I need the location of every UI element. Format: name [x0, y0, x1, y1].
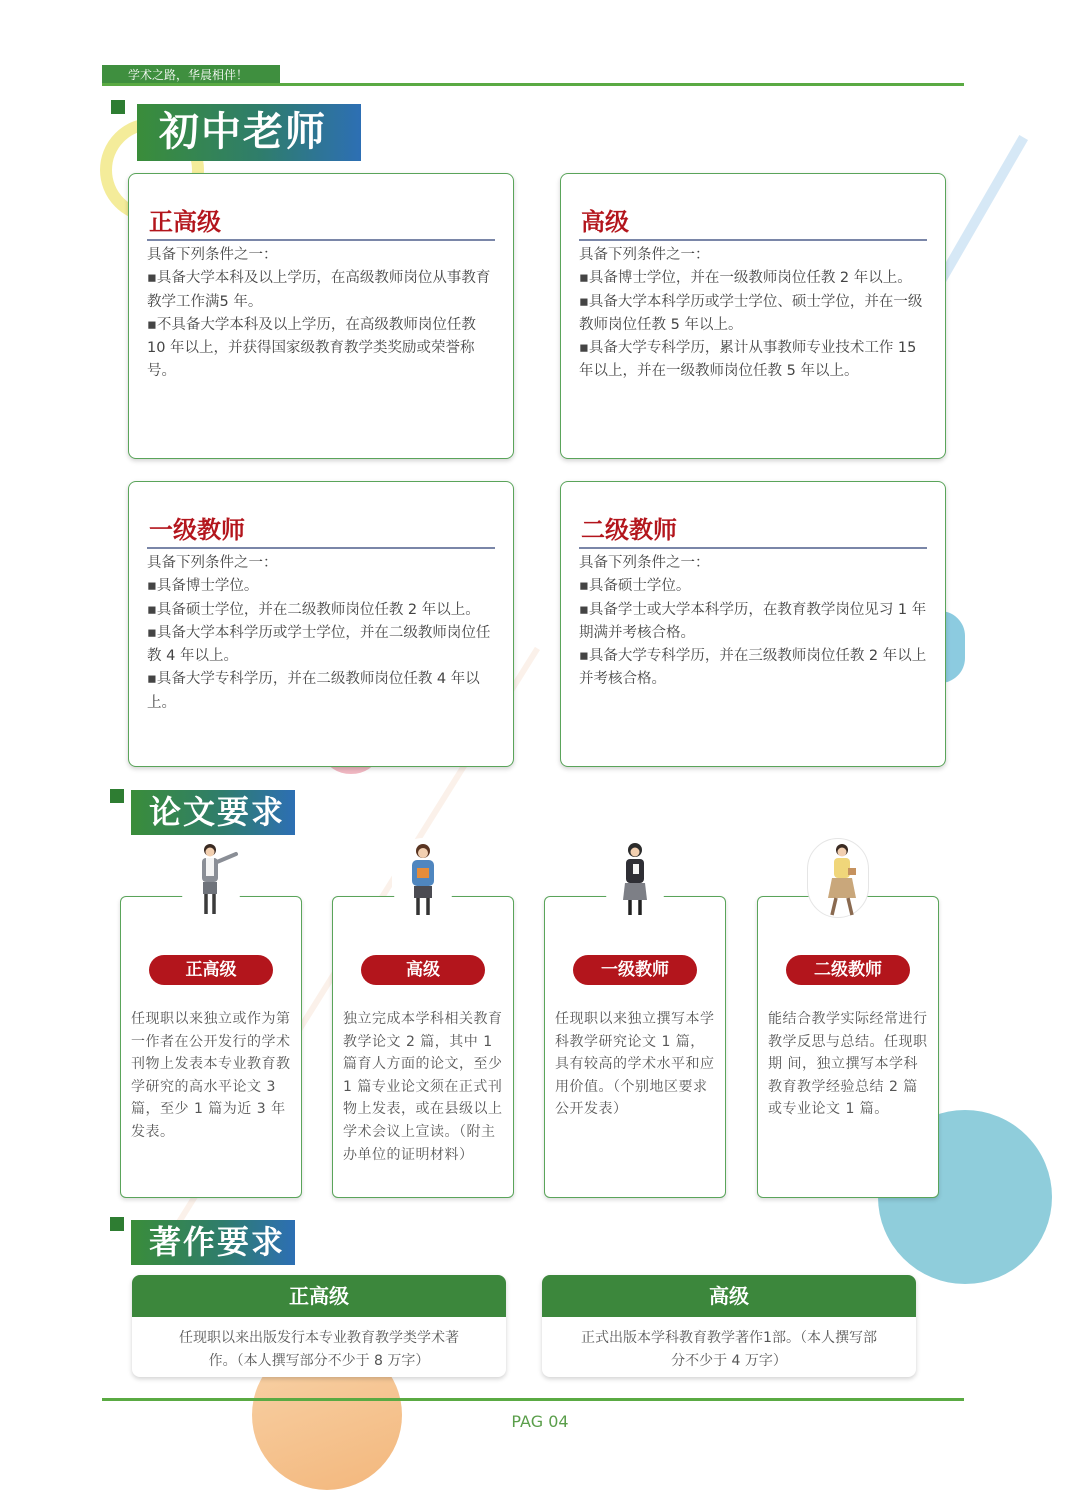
- card-body: [147, 244, 495, 384]
- card-line: ▪具备大学本科及以上学历，在高级教师岗位从事教育教学工作满5 年。: [147, 270, 491, 310]
- teacher-standing-icon: [614, 840, 656, 918]
- footer-divider: [102, 1398, 964, 1401]
- card-line: ▪具备大学本科学历或学士学位，并在二级教师岗位任教 4 年以上。: [147, 624, 491, 665]
- paper-requirement: 能结合教学实际经常进行教学反思与总结。任现职期 间，独立撰写本学科教育教学经验总结 2 篇或专业论文 1 篇。: [768, 1011, 928, 1118]
- header-divider: [102, 83, 964, 86]
- section-title-papers: 论文要求: [131, 790, 295, 835]
- title-rule: [579, 239, 927, 241]
- card-line: ▪具备硕士学位。: [579, 578, 691, 595]
- book-card-title: 正高级: [132, 1275, 506, 1317]
- paper-requirement: 任现职以来独立或作为第一作者在公开发行的学术刊物上发表本专业教育教学研究的高水平论文 3 篇，至少 1 篇为近 3 年发表。: [131, 1011, 291, 1140]
- qualification-card: [128, 481, 514, 767]
- paper-requirement: 独立完成本学科相关教育教学论文 2 篇，其中 1 篇育人方面的论文，至少 1 篇专业论文须在正式刊物上发表，或在县级以上学术会议上宣读。（附主办单位的证明材料）: [343, 1011, 503, 1163]
- teacher-walking-icon: [820, 840, 864, 918]
- card-line: ▪具备学士或大学本科学历，在教育教学岗位见习 1 年期满并考核合格。: [579, 601, 927, 641]
- section-marker: [111, 100, 125, 114]
- qualification-card: [560, 173, 946, 459]
- book-card-title: 高级: [542, 1275, 916, 1317]
- card-line: ▪具备博士学位，并在一级教师岗位任教 2 年以上。: [579, 270, 912, 287]
- card-line: ▪不具备大学本科及以上学历，在高级教师岗位任教 10 年以上，并获得国家级教育教学类奖励或荣誉称号。: [147, 316, 476, 380]
- page-number: PAG 04: [511, 1412, 569, 1431]
- level-badge: 一级教师: [573, 955, 697, 985]
- card-line: 具备下列条件之一：: [579, 247, 710, 263]
- card-line: 具备下列条件之一：: [147, 247, 278, 263]
- paper-requirement: 任现职以来独立撰写本学科教学研究论文 1 篇，具有较高的学术水平和应用价值。（个别地区要求公开发表）: [555, 1011, 715, 1118]
- title-rule: [147, 239, 495, 241]
- paper-card: [544, 896, 726, 1198]
- book-card: [132, 1275, 506, 1377]
- card-line: ▪具备大学专科学历，并在二级教师岗位任教 4 年以上。: [147, 671, 480, 711]
- card-line: 具备下列条件之一：: [579, 555, 710, 571]
- section-marker: [110, 1217, 124, 1231]
- paper-card: [757, 896, 939, 1198]
- book-requirement: 任现职以来出版发行本专业教育教学类学术著作。（本人撰写部分不少于 8 万字）: [179, 1330, 459, 1369]
- title-rule: [579, 547, 927, 549]
- card-title: 正高级: [149, 208, 221, 236]
- qualification-card: [560, 481, 946, 767]
- card-title: 一级教师: [149, 516, 245, 544]
- card-body: [579, 244, 927, 384]
- card-line: ▪具备大学专科学历，累计从事教师专业技术工作 15 年以上，并在一级教师岗位任教 5 年以上。: [579, 340, 917, 380]
- card-body: [147, 552, 495, 715]
- teacher-holding-book-icon: [400, 840, 446, 918]
- card-line: ▪具备大学本科学历或学士学位、硕士学位，并在一级教师岗位任教 5 年以上。: [579, 293, 923, 333]
- book-card: [542, 1275, 916, 1377]
- paper-card: [120, 896, 302, 1198]
- card-title: 二级教师: [581, 516, 677, 544]
- section-marker: [110, 789, 124, 803]
- tagline: 学术之路，华晨相伴！: [102, 65, 280, 85]
- card-body: [579, 552, 927, 692]
- level-badge: 正高级: [149, 955, 273, 985]
- level-badge: 高级: [361, 955, 485, 985]
- section-title-teachers: 初中老师: [137, 104, 361, 161]
- level-badge: 二级教师: [786, 955, 910, 985]
- card-line: ▪具备博士学位。: [147, 578, 259, 595]
- paper-card: [332, 896, 514, 1198]
- card-line: ▪具备大学专科学历，并在三级教师岗位任教 2 年以上并考核合格。: [579, 648, 927, 688]
- card-line: ▪具备硕士学位，并在二级教师岗位任教 2 年以上。: [147, 601, 480, 618]
- teacher-pointing-icon: [190, 840, 246, 918]
- qualification-card: [128, 173, 514, 459]
- title-rule: [147, 547, 495, 549]
- book-requirement: 正式出版本学科教育教学著作1部。（本人撰写部分不少于 4 万字）: [581, 1330, 877, 1369]
- section-title-books: 著作要求: [131, 1220, 295, 1265]
- card-line: 具备下列条件之一：: [147, 555, 278, 571]
- card-title: 高级: [581, 208, 629, 236]
